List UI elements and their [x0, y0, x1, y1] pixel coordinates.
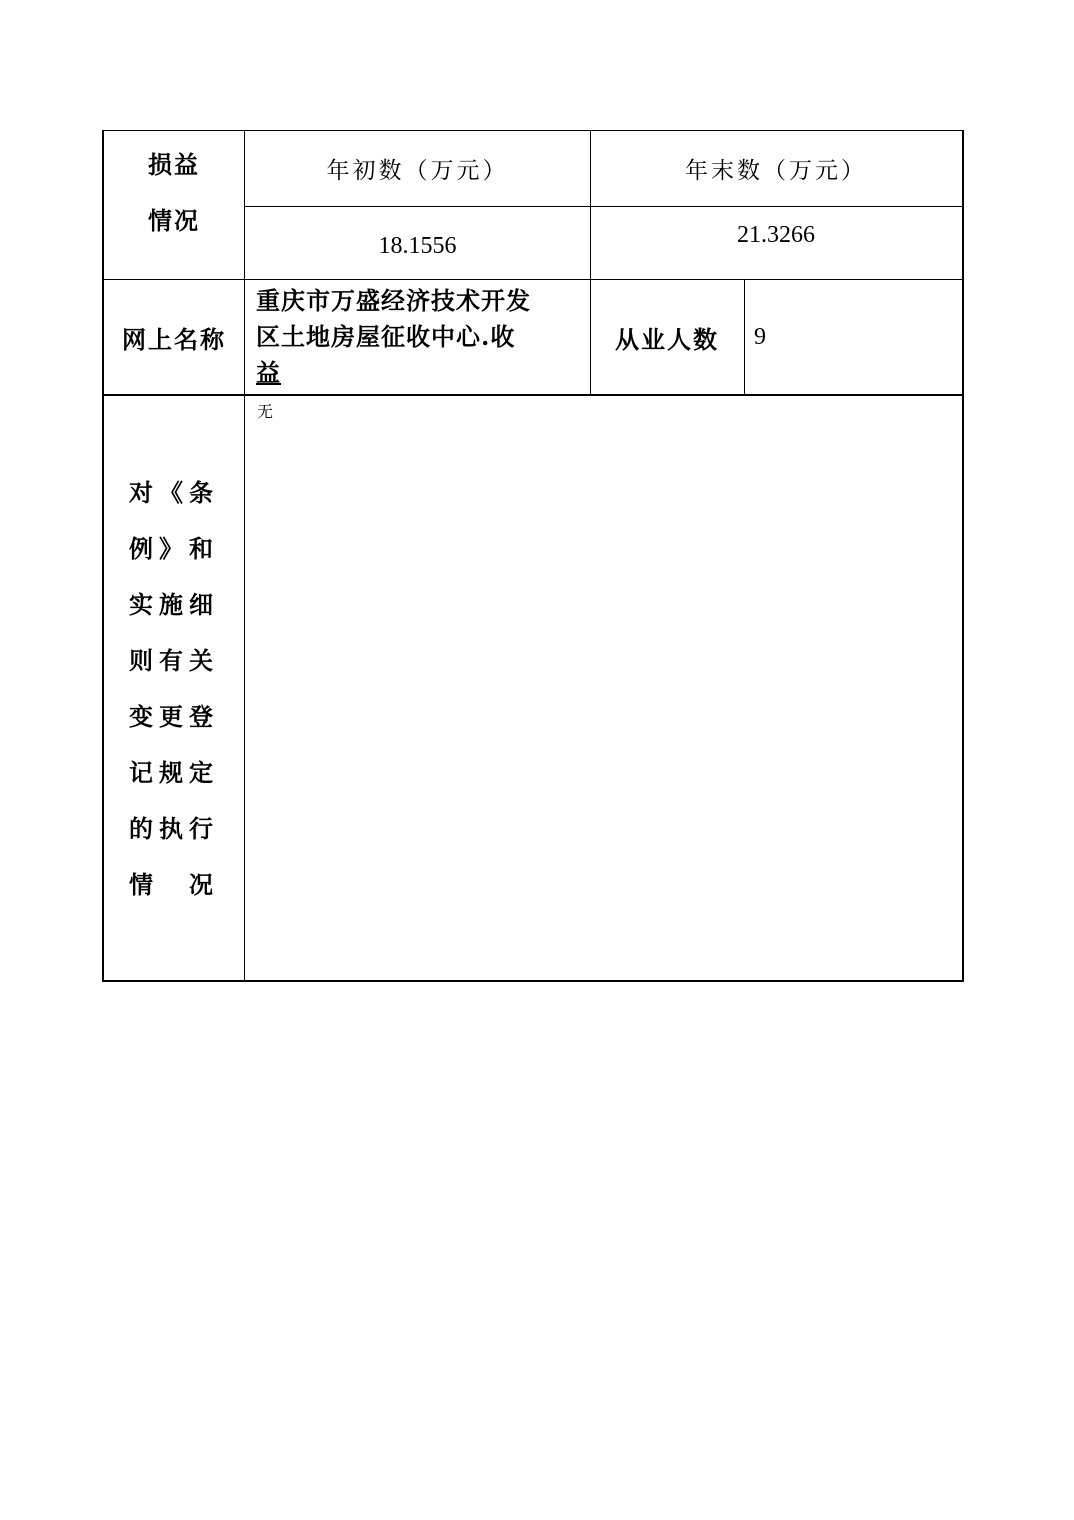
- regulation-content-cell: [257, 399, 957, 969]
- regulation-label-cell: [104, 397, 244, 981]
- divider-middle-column: [590, 131, 591, 394]
- regulation-label-line: 则有关: [129, 646, 219, 675]
- regulation-label-line: 对《条: [129, 478, 219, 507]
- end-of-year-value-cell: [590, 206, 962, 279]
- divider-header-row: [245, 206, 962, 207]
- employees-value-cell: [754, 280, 954, 394]
- online-name-label: 网上名称: [122, 324, 226, 354]
- online-name-line2: 区土地房屋征收中心.收: [256, 322, 516, 351]
- regulation-label-line: 变更登: [129, 702, 219, 731]
- registration-form-table: [102, 130, 964, 982]
- regulation-content: 无: [257, 402, 274, 421]
- divider-employees-column: [744, 280, 745, 394]
- profit-loss-label-cell: [104, 131, 244, 279]
- start-of-year-header: [245, 131, 590, 206]
- online-name-label-cell: [104, 280, 244, 394]
- regulation-label-line: 情 况: [129, 870, 219, 899]
- regulation-label-line: 例》和: [129, 534, 219, 563]
- regulation-label: [104, 465, 244, 913]
- employees-label-cell: [590, 280, 744, 394]
- end-of-year-value: 21.3266: [737, 222, 815, 248]
- regulation-label-line: 的执行: [129, 814, 219, 843]
- divider-profit-row: [104, 279, 962, 280]
- employees-label: 从业人数: [615, 324, 719, 354]
- regulation-label-line: 实施细: [129, 590, 219, 619]
- start-of-year-value: 18.1556: [378, 233, 457, 259]
- end-of-year-header: [590, 131, 962, 206]
- start-of-year-header-text: 年初数（万元）: [326, 158, 509, 184]
- regulation-label-line: 记规定: [129, 758, 219, 787]
- divider-name-row: [104, 394, 962, 396]
- divider-label-column: [244, 131, 245, 981]
- profit-loss-label-line1: 损益: [148, 150, 200, 179]
- end-of-year-header-text: 年末数（万元）: [685, 158, 867, 184]
- online-name-line3: 益: [256, 358, 281, 387]
- start-of-year-value-cell: [245, 206, 590, 279]
- employees-value: 9: [754, 323, 766, 350]
- profit-loss-label-line2: 情况: [148, 206, 200, 235]
- online-name-line1: 重庆市万盛经济技术开发: [256, 286, 531, 315]
- online-name-value-cell: [256, 283, 588, 393]
